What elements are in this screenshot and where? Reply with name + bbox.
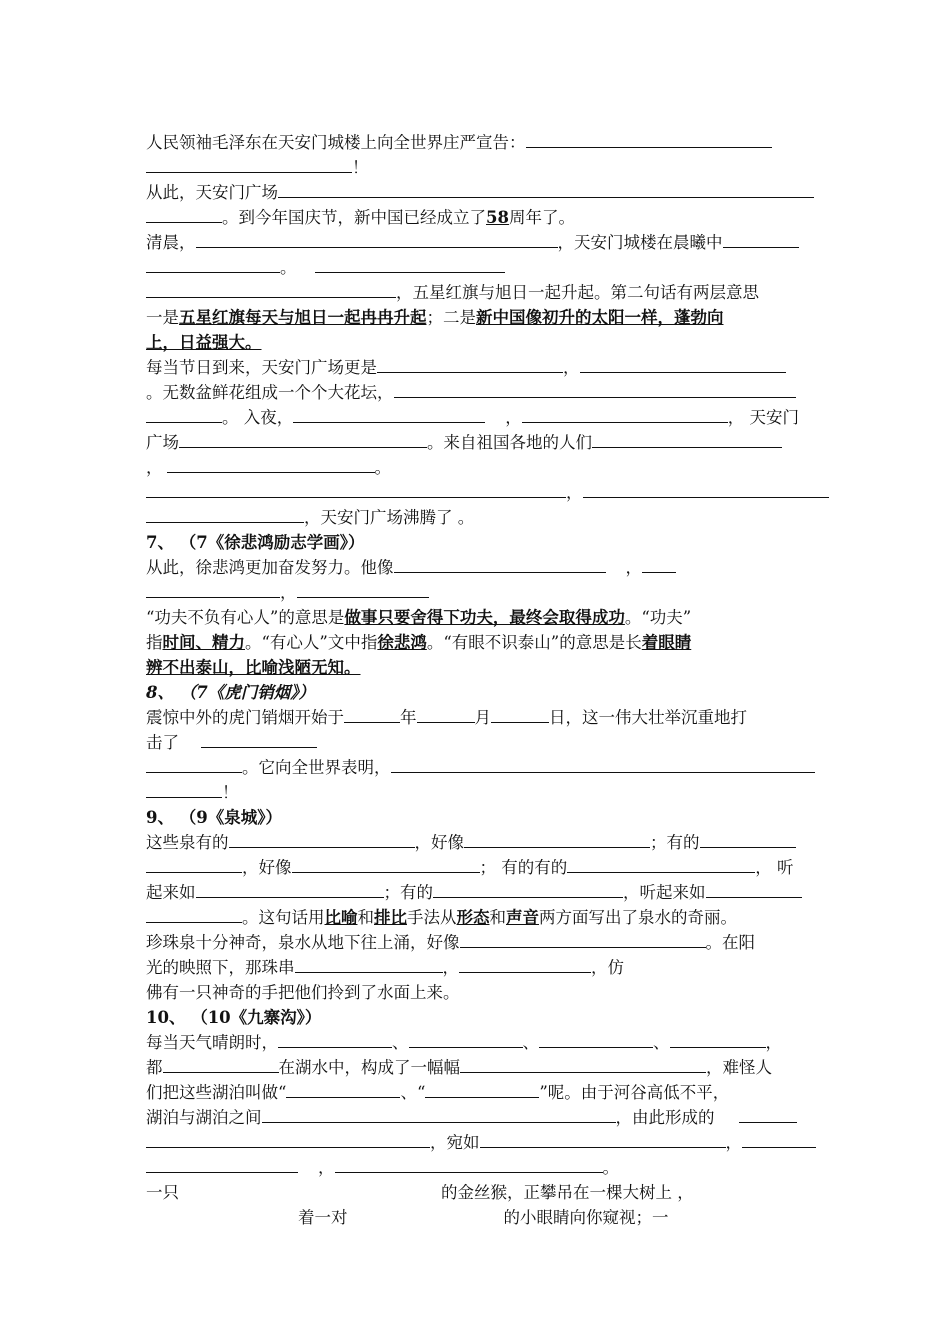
text: ，天安门城楼在晨曦中 (557, 233, 723, 252)
s8-line-2 (146, 730, 317, 755)
section-9-heading: 9、 （9《泉城》） (146, 808, 282, 827)
answer-blank[interactable] (146, 481, 566, 498)
text: ”呢。由于河谷高低不平， (539, 1083, 730, 1102)
text: ， (765, 1033, 782, 1052)
answer-blank[interactable] (522, 406, 728, 423)
text: ，宛如 (430, 1133, 480, 1152)
text: 、 (392, 1033, 409, 1052)
answer-blank[interactable] (293, 406, 485, 423)
answer-blank[interactable] (278, 1031, 392, 1048)
s8-line-4 (146, 780, 239, 805)
answer-text: 新中国像初升的太阳一样，蓬勃向 (476, 308, 724, 327)
text: 、“ (400, 1083, 426, 1102)
s6-line-6 (146, 255, 505, 280)
answer-blank[interactable] (567, 856, 755, 873)
text: ， (146, 458, 163, 477)
text: ；二是 (426, 308, 476, 327)
text: 每当节日到来，天安门广场更是 (146, 358, 377, 377)
answer-text: 上，日益强大。 (146, 333, 262, 352)
answer-blank[interactable] (335, 1156, 603, 1173)
answer-blank[interactable] (670, 1031, 766, 1048)
text: ；有的 (650, 833, 700, 852)
text: 。它向全世界表明， (242, 758, 391, 777)
text: ， 听 (755, 858, 794, 877)
answer-text: 形态 (456, 908, 490, 927)
answer-blank[interactable] (179, 431, 427, 448)
text: 、 (522, 1033, 539, 1052)
text: 在湖水中，构成了一幅幅 (278, 1058, 460, 1077)
s8-line-3 (146, 755, 815, 780)
s6-line-5 (146, 230, 799, 255)
text: 清晨， (146, 233, 196, 252)
answer-blank[interactable] (464, 831, 650, 848)
answer-blank[interactable] (315, 256, 505, 273)
s7-line-4 (146, 630, 691, 655)
s10-line-7 (146, 1180, 694, 1205)
s6-line-2 (146, 155, 369, 180)
answer-blank[interactable] (146, 206, 222, 223)
text: ！ (352, 158, 369, 177)
s10-line-3 (146, 1080, 729, 1105)
answer-blank[interactable] (425, 1081, 539, 1098)
text: ，难怪人 (706, 1058, 772, 1077)
s6-line-14 (146, 455, 391, 480)
text: ， 天安门 (727, 408, 799, 427)
text: 指 (146, 633, 163, 652)
text: 一只 (146, 1183, 179, 1202)
answer-blank[interactable] (163, 1056, 279, 1073)
text: 从此，徐悲鸿更加奋发努力。他像 (146, 558, 394, 577)
answer-blank[interactable] (391, 756, 815, 773)
answer-blank[interactable] (146, 1156, 298, 1173)
text: 手法从 (407, 908, 457, 927)
s6-line-4 (146, 205, 575, 230)
text: 光的映照下，那珠串 (146, 958, 295, 977)
answer-text: 比喻 (324, 908, 358, 927)
answer-blank[interactable] (292, 856, 480, 873)
answer-blank[interactable] (295, 956, 443, 973)
answer-blank[interactable] (146, 256, 280, 273)
s8-line-1 (146, 705, 747, 730)
text: 。无数盆鲜花组成一个个大花坛， (146, 383, 394, 402)
answer-blank[interactable] (700, 831, 796, 848)
answer-blank[interactable] (723, 231, 799, 248)
text: 珍珠泉十分神奇，泉水从地下往上涌，好像 (146, 933, 460, 952)
section-8-heading: 8、 （7《虎门销烟》） (146, 683, 315, 702)
text: 们把这些湖泊叫做“ (146, 1083, 287, 1102)
answer-blank[interactable] (592, 431, 782, 448)
text: ，由此形成的 (615, 1108, 715, 1127)
text: 月 (474, 708, 491, 727)
s6-line-1 (146, 130, 772, 155)
text: 和 (357, 908, 374, 927)
s6-line-11 (146, 380, 796, 405)
answer-blank[interactable] (146, 781, 222, 798)
s6-line-7 (146, 280, 759, 305)
text: ； 有的有的 (479, 858, 568, 877)
answer-blank[interactable] (196, 881, 384, 898)
text: 。这句话用 (242, 908, 325, 927)
answer-blank[interactable] (480, 1131, 726, 1148)
text: ， (318, 1158, 335, 1177)
text: ， (505, 408, 522, 427)
answer-blank[interactable] (146, 581, 280, 598)
text: 击了 (146, 733, 179, 752)
answer-blank[interactable] (146, 906, 242, 923)
answer-blank[interactable] (394, 381, 796, 398)
answer-blank[interactable] (146, 281, 396, 298)
answer-blank[interactable] (297, 581, 429, 598)
s6-line-15 (146, 480, 829, 505)
section-7-heading: 7、 （7《徐悲鸿励志学画》） (146, 533, 365, 552)
s10-line-1 (146, 1030, 782, 1055)
text: 这些泉有的 (146, 833, 229, 852)
answer-blank[interactable] (460, 1056, 706, 1073)
s10-line-5 (146, 1130, 816, 1155)
answer-blank[interactable] (262, 1106, 616, 1123)
s9-line-6 (146, 955, 624, 980)
s9-line-4 (146, 905, 737, 930)
text: 周年了。 (508, 208, 575, 227)
answer-blank[interactable] (146, 856, 242, 873)
text: 着一对 (298, 1208, 348, 1227)
text: ，仿 (591, 958, 624, 977)
text: 年 (400, 708, 417, 727)
answer-text: 做事只要舍得下功夫，最终会取得成功 (344, 608, 625, 627)
answer-text: 徐悲鸿 (377, 633, 427, 652)
s6-line-9 (146, 330, 262, 355)
text: 。 (602, 1158, 619, 1177)
text: “功夫不负有心人”的意思是 (146, 608, 345, 627)
s6-line-13 (146, 430, 782, 455)
answer-blank[interactable] (460, 931, 706, 948)
s10-line-4 (146, 1105, 797, 1130)
s7-line-5 (146, 655, 361, 680)
text: 起来如 (146, 883, 196, 902)
text: 。“有心人”文中指 (245, 633, 378, 652)
text: ， (442, 958, 459, 977)
answer-blank[interactable] (146, 1131, 430, 1148)
s7-line-1 (146, 555, 676, 580)
answer-blank[interactable] (146, 756, 242, 773)
text: ，天安门广场沸腾了 。 (304, 508, 475, 527)
text: ， (625, 558, 642, 577)
text: ，好像 (242, 858, 292, 877)
s6-line-16 (146, 505, 474, 530)
text: 。 (374, 458, 391, 477)
text: 人民领袖毛泽东在天安门城楼上向全世界庄严宣告： (146, 133, 526, 152)
answer-text: 声音 (506, 908, 539, 927)
s6-line-8 (146, 305, 724, 330)
text: 都 (146, 1058, 163, 1077)
answer-text: 五星红旗每天与旭日一起冉冉升起 (179, 308, 427, 327)
text: 一是 (146, 308, 179, 327)
text: 。 (280, 258, 297, 277)
s7-line-2 (146, 580, 429, 605)
text: ，听起来如 (623, 883, 706, 902)
answer-blank[interactable] (491, 706, 549, 723)
section-10-heading: 10、 （10《九寨沟》） (146, 1008, 322, 1027)
years-number: 58 (486, 208, 509, 227)
s9-line-5 (146, 930, 755, 955)
answer-blank[interactable] (146, 156, 352, 173)
s7-line-3 (146, 605, 691, 630)
text: 。 入夜， (222, 408, 294, 427)
s10-line-8 (298, 1205, 669, 1230)
text: ， (563, 358, 580, 377)
text: 。“功夫” (624, 608, 692, 627)
text: 、 (653, 1033, 670, 1052)
answer-blank[interactable] (167, 456, 375, 473)
text: ， (566, 483, 583, 502)
answer-text: 时间、精力 (162, 633, 245, 652)
text: 的金丝猴，正攀吊在一棵大树上 ， (441, 1183, 694, 1202)
s6-line-12 (146, 405, 799, 430)
answer-text: 排比 (374, 908, 407, 927)
s9-line-2 (146, 855, 794, 880)
text: 和 (489, 908, 506, 927)
answer-blank[interactable] (201, 731, 317, 748)
text: 从此，天安门广场 (146, 183, 278, 202)
answer-blank[interactable] (344, 706, 400, 723)
s10-line-2 (146, 1055, 772, 1080)
answer-blank[interactable] (539, 1031, 653, 1048)
text: 佛有一只神奇的手把他们拎到了水面上来。 (146, 983, 460, 1002)
text: ， (280, 583, 297, 602)
s9-line-1 (146, 830, 796, 855)
s6-line-3 (146, 180, 814, 205)
s6-line-10 (146, 355, 786, 380)
answer-blank[interactable] (459, 956, 591, 973)
text: ， (725, 1133, 742, 1152)
text: ，好像 (414, 833, 464, 852)
answer-blank[interactable] (706, 881, 802, 898)
text: ；有的 (383, 883, 433, 902)
text: 每当天气晴朗时， (146, 1033, 278, 1052)
s9-line-7 (146, 980, 460, 1005)
answer-blank[interactable] (742, 1131, 816, 1148)
answer-blank[interactable] (409, 1031, 523, 1048)
answer-text: 着眼睛 (641, 633, 692, 652)
s10-line-6 (146, 1155, 619, 1180)
answer-blank[interactable] (146, 406, 222, 423)
answer-blank[interactable] (642, 556, 676, 573)
text: 。在阳 (705, 933, 755, 952)
text: 广场 (146, 433, 179, 452)
answer-blank[interactable] (146, 506, 304, 523)
answer-blank[interactable] (739, 1106, 797, 1123)
text: 。到今年国庆节，新中国已经成立了 (222, 208, 486, 227)
answer-blank[interactable] (580, 356, 786, 373)
text: 。“有眼不识泰山”的意思是长 (426, 633, 642, 652)
answer-blank[interactable] (417, 706, 475, 723)
answer-blank[interactable] (394, 556, 606, 573)
text: 震惊中外的虎门销烟开始于 (146, 708, 344, 727)
answer-blank[interactable] (286, 1081, 400, 1098)
text: 两方面写出了泉水的奇丽。 (539, 908, 737, 927)
answer-blank[interactable] (583, 481, 829, 498)
answer-blank[interactable] (278, 181, 814, 198)
text: ！ (222, 783, 239, 802)
text: ，五星红旗与旭日一起升起。第二句话有两层意思 (396, 283, 759, 302)
text: 湖泊与湖泊之间 (146, 1108, 262, 1127)
answer-blank[interactable] (377, 356, 563, 373)
text: 。来自祖国各地的人们 (427, 433, 592, 452)
s9-line-3 (146, 880, 802, 905)
answer-blank[interactable] (526, 131, 772, 148)
answer-blank[interactable] (433, 881, 623, 898)
answer-text: 辨不出泰山，比喻浅陋无知。 (146, 658, 361, 677)
text: 的小眼睛向你窥视；一 (503, 1208, 669, 1227)
text: 日，这一伟大壮举沉重地打 (549, 708, 747, 727)
answer-blank[interactable] (196, 231, 558, 248)
answer-blank[interactable] (229, 831, 415, 848)
